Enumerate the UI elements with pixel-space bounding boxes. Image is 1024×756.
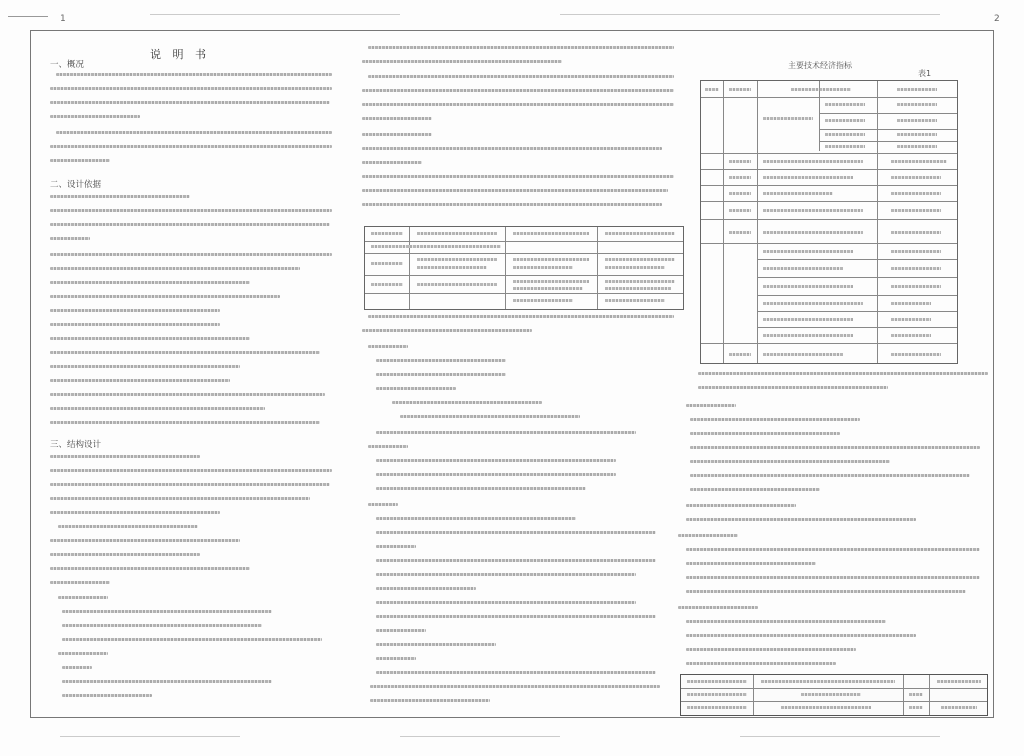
text-line <box>686 548 980 551</box>
technical-index-table <box>700 80 958 364</box>
text-line <box>50 337 250 340</box>
table-rule <box>365 241 683 242</box>
text-line <box>362 329 532 332</box>
title-block <box>680 674 988 716</box>
text-line <box>50 295 280 298</box>
table-cell <box>891 192 941 195</box>
title-block-cell <box>781 706 871 709</box>
text-line <box>62 694 152 697</box>
table-rule <box>757 327 957 328</box>
section-heading: 二、设计依据 <box>50 180 102 190</box>
table-cell <box>891 302 931 305</box>
table-cell <box>763 302 863 305</box>
table-cell <box>763 192 833 195</box>
table-cell <box>605 280 675 283</box>
table-cell <box>729 231 751 234</box>
text-line <box>368 75 674 78</box>
text-line <box>376 601 636 604</box>
text-line <box>50 379 230 382</box>
text-line <box>56 73 332 76</box>
text-line <box>50 237 90 240</box>
table-cell <box>729 353 751 356</box>
text-line <box>50 115 140 118</box>
text-line <box>376 431 636 434</box>
text-line <box>686 576 980 579</box>
table-rule <box>757 277 957 278</box>
text-line <box>376 373 506 376</box>
text-line <box>690 488 820 491</box>
text-line <box>62 610 272 613</box>
text-line <box>376 487 586 490</box>
table-cell <box>705 88 719 91</box>
table-rule <box>819 129 957 130</box>
text-line <box>698 372 988 375</box>
text-line <box>362 175 674 178</box>
table-cell <box>417 283 497 286</box>
scan-edge <box>150 14 400 15</box>
text-line <box>58 652 108 655</box>
table-rule <box>819 113 957 114</box>
text-line <box>376 573 636 576</box>
text-line <box>376 657 416 660</box>
table-rule <box>701 343 957 344</box>
table-rule <box>701 201 957 202</box>
title-block-cell <box>909 706 923 709</box>
crop-mark <box>8 16 48 17</box>
text-line <box>370 685 660 688</box>
text-line <box>376 671 656 674</box>
table-cell <box>897 103 937 106</box>
text-line <box>362 117 432 120</box>
text-line <box>368 503 398 506</box>
text-line <box>50 209 332 212</box>
table-cell <box>897 119 937 122</box>
table-cell <box>605 258 675 261</box>
text-line <box>368 445 408 448</box>
text-line <box>362 133 432 136</box>
text-line <box>686 404 736 407</box>
text-line <box>678 606 758 609</box>
text-line <box>50 483 330 486</box>
text-line <box>368 315 674 318</box>
table-rule <box>757 259 957 260</box>
text-line <box>376 643 496 646</box>
text-line <box>50 195 190 198</box>
text-line <box>50 145 332 148</box>
table-cell <box>513 266 573 269</box>
text-line <box>368 345 408 348</box>
text-line <box>690 418 860 421</box>
text-line <box>690 460 890 463</box>
table-cell <box>763 285 853 288</box>
table-rule <box>365 253 683 254</box>
table-cell <box>763 250 853 253</box>
table-rule <box>701 153 957 154</box>
title-block-cell <box>909 693 923 696</box>
table-cell <box>729 176 751 179</box>
table-cell <box>891 353 941 356</box>
title-block-cell <box>937 680 981 683</box>
table-cell <box>371 245 501 248</box>
table-cell <box>891 160 947 163</box>
table-cell <box>371 262 403 265</box>
text-line <box>376 545 416 548</box>
text-line <box>50 469 332 472</box>
text-line <box>370 699 490 702</box>
table-cell <box>513 280 589 283</box>
title-block-cell <box>801 693 861 696</box>
text-line <box>686 662 836 665</box>
text-line <box>376 559 656 562</box>
title-block-cell <box>941 706 977 709</box>
text-line <box>686 518 916 521</box>
text-line <box>62 624 262 627</box>
text-line <box>362 103 674 106</box>
text-line <box>50 581 110 584</box>
text-line <box>62 680 272 683</box>
title-block-cell <box>687 680 747 683</box>
text-line <box>686 634 916 637</box>
table-cell <box>891 285 941 288</box>
column2-table <box>364 226 684 310</box>
section-heading: 一、概况 <box>50 60 85 70</box>
table-rule <box>409 227 410 309</box>
table-cell <box>417 266 487 269</box>
table-cell <box>605 232 675 235</box>
text-line <box>392 401 542 404</box>
text-line <box>690 446 980 449</box>
text-line <box>50 159 110 162</box>
table-cell <box>891 250 941 253</box>
table-cell <box>605 299 665 302</box>
text-line <box>50 253 332 256</box>
table-cell <box>513 232 589 235</box>
table-cell <box>763 353 843 356</box>
text-line <box>686 504 796 507</box>
table-cell <box>825 103 865 106</box>
table-cell <box>897 88 937 91</box>
table-cell <box>729 88 751 91</box>
table-cell <box>513 258 589 261</box>
text-line <box>686 562 816 565</box>
text-line <box>362 147 662 150</box>
table-rule <box>757 311 957 312</box>
title-block-cell <box>687 706 747 709</box>
section-heading: 三、结构设计 <box>50 440 102 450</box>
table-cell <box>605 287 671 290</box>
text-line <box>50 365 240 368</box>
table-cell <box>371 232 403 235</box>
text-line <box>686 590 966 593</box>
table-rule <box>597 227 598 309</box>
table-cell <box>897 133 937 136</box>
table-cell <box>729 192 751 195</box>
text-line <box>58 596 108 599</box>
scan-edge <box>60 736 240 737</box>
text-line <box>50 407 265 410</box>
text-line <box>62 638 322 641</box>
table-cell <box>825 133 865 136</box>
title-block-rule <box>753 675 754 715</box>
text-line <box>362 89 674 92</box>
page-number-left: 1 <box>60 14 66 24</box>
text-line <box>698 386 888 389</box>
text-line <box>362 161 422 164</box>
table-cell <box>791 88 851 91</box>
table-cell <box>763 267 843 270</box>
table-cell <box>729 160 751 163</box>
table-title: 主要技术经济指标 <box>788 61 852 70</box>
table-cell <box>891 231 941 234</box>
text-line <box>400 415 580 418</box>
text-line <box>678 534 738 537</box>
title-block-rule <box>903 675 904 715</box>
scan-edge <box>740 736 940 737</box>
text-line <box>362 60 562 63</box>
text-line <box>362 189 668 192</box>
table-rule <box>505 227 506 309</box>
text-line <box>686 620 886 623</box>
table-cell <box>891 334 931 337</box>
text-line <box>50 393 325 396</box>
title-block-rule <box>929 675 930 715</box>
table-label: 表1 <box>918 69 932 78</box>
table-cell <box>763 231 863 234</box>
text-line <box>376 387 456 390</box>
text-line <box>50 267 300 270</box>
table-cell <box>513 299 573 302</box>
table-cell <box>897 145 937 148</box>
text-line <box>50 539 240 542</box>
table-cell <box>825 119 865 122</box>
table-rule <box>723 81 724 363</box>
text-line <box>376 615 656 618</box>
text-line <box>50 567 250 570</box>
text-line <box>368 46 674 49</box>
title-block-rule <box>681 701 987 702</box>
table-cell <box>417 258 497 261</box>
table-cell <box>825 145 865 148</box>
table-rule <box>701 219 957 220</box>
sheet-title: 说 明 书 <box>150 48 210 61</box>
table-cell <box>763 209 863 212</box>
page-number-right: 2 <box>994 14 1000 24</box>
table-cell <box>371 283 403 286</box>
text-line <box>50 511 220 514</box>
text-line <box>50 497 310 500</box>
text-line <box>58 525 198 528</box>
table-rule <box>701 185 957 186</box>
table-rule <box>757 81 758 363</box>
table-cell <box>891 176 941 179</box>
text-line <box>376 459 616 462</box>
table-rule <box>819 141 957 142</box>
table-cell <box>891 267 941 270</box>
text-line <box>50 553 200 556</box>
table-cell <box>417 232 497 235</box>
text-line <box>50 281 250 284</box>
table-rule <box>701 97 957 98</box>
table-cell <box>605 266 665 269</box>
text-line <box>50 101 330 104</box>
title-block-rule <box>681 688 987 689</box>
title-block-cell <box>761 680 895 683</box>
text-line <box>50 309 220 312</box>
text-line <box>50 455 200 458</box>
text-line <box>50 421 320 424</box>
text-line <box>362 203 662 206</box>
text-line <box>50 87 332 90</box>
text-line <box>50 223 330 226</box>
text-line <box>690 474 970 477</box>
table-rule <box>701 169 957 170</box>
table-cell <box>763 334 853 337</box>
text-line <box>376 359 506 362</box>
text-line <box>690 432 840 435</box>
scan-edge <box>560 14 940 15</box>
title-block-cell <box>687 693 747 696</box>
text-line <box>50 323 220 326</box>
table-cell <box>763 117 813 120</box>
text-line <box>686 648 856 651</box>
text-line <box>376 587 476 590</box>
table-rule <box>877 81 878 363</box>
text-line <box>376 531 656 534</box>
text-line <box>376 473 616 476</box>
text-line <box>56 131 332 134</box>
scan-edge <box>400 736 560 737</box>
table-rule <box>757 295 957 296</box>
text-line <box>376 517 576 520</box>
table-cell <box>729 209 751 212</box>
table-cell <box>763 160 863 163</box>
text-line <box>62 666 92 669</box>
table-rule <box>701 243 957 244</box>
table-cell <box>763 176 853 179</box>
text-line <box>50 351 320 354</box>
table-rule <box>365 275 683 276</box>
text-line <box>376 629 426 632</box>
table-cell <box>891 318 931 321</box>
table-cell <box>513 287 583 290</box>
table-cell <box>763 318 853 321</box>
table-rule <box>365 293 683 294</box>
table-cell <box>891 209 941 212</box>
